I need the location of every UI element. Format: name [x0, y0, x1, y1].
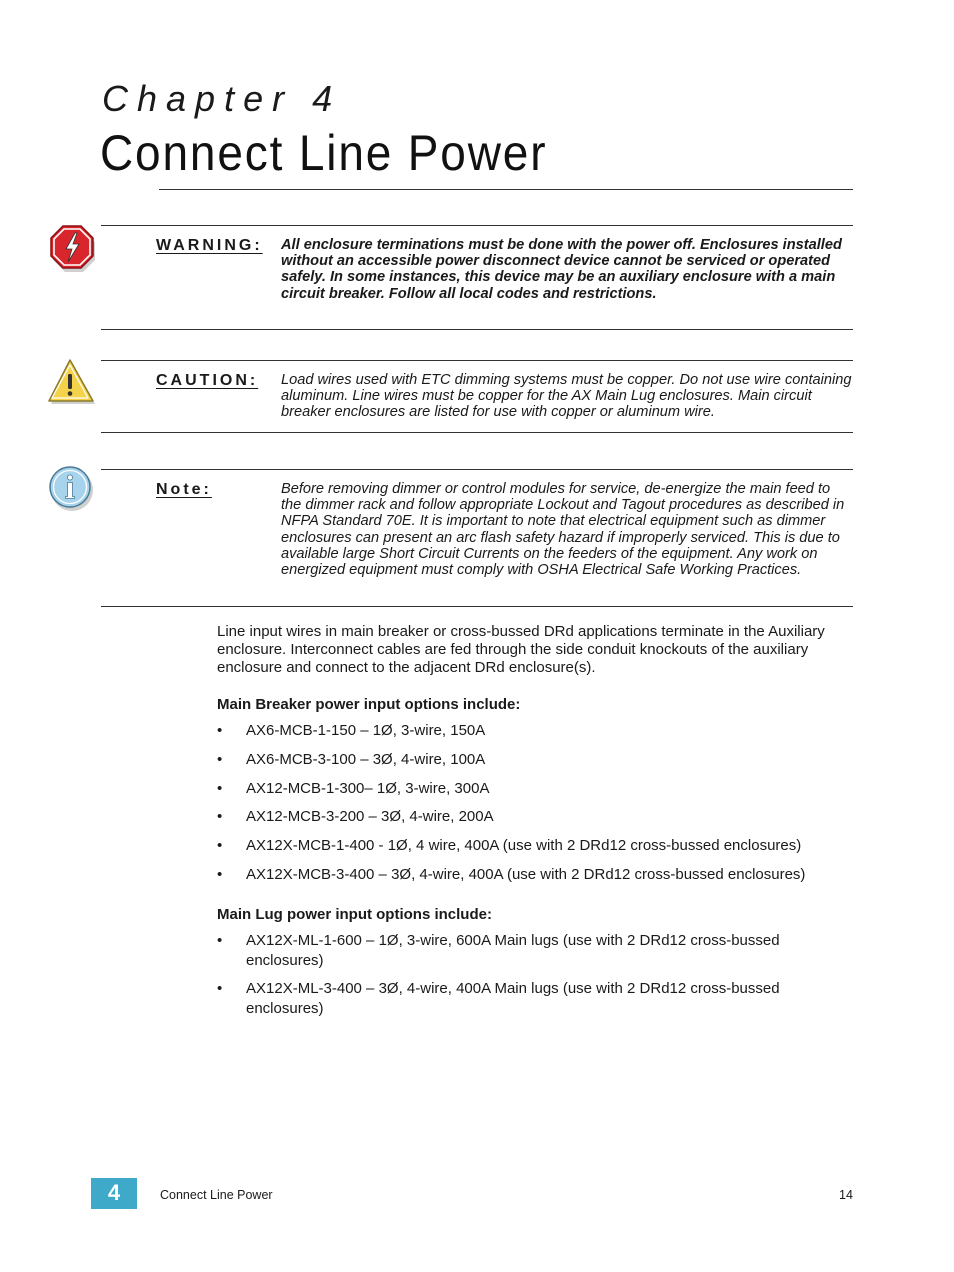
list-item: • AX12-MCB-1-300– 1Ø, 3-wire, 300A: [217, 779, 857, 799]
main-lug-heading: Main Lug power input options include:: [217, 906, 492, 923]
warning-label: WARNING:: [156, 237, 263, 254]
main-breaker-list: [217, 721, 857, 894]
caution-triangle-icon: [48, 357, 98, 412]
page-number: 14: [839, 1188, 853, 1202]
intro-paragraph: Line input wires in main breaker or cross-bussed DRd applications terminate in the Auxiliary enclosure. Interconnect cables are fed through the side conduit knockouts of the auxiliary enclosure and connect to the adjacent DRd enclosure(s).: [217, 623, 825, 676]
warning-notice: [101, 225, 853, 330]
list-item: • AX12X-MCB-3-400 – 3Ø, 4-wire, 400A (use with 2 DRd12 cross-bussed enclosures): [217, 865, 857, 885]
note-label: Note:: [156, 481, 212, 498]
note-text: Before removing dimmer or control modules for service, de-energize the main feed to the dimmer rack and follow appropriate Lockout and Tagout procedures as described in NFPA Standard 70E. It is important to note that electrical equipment such as dimmer enclosures can present an arc flash safety hazard if improperly serviced. This is due to available large Short Circuit Currents on the feeders of the equipment. Any work on energized equipment must comply with OSHA Electrical Safe Working Practices.: [281, 481, 845, 579]
list-item: • AX12X-MCB-1-400 - 1Ø, 4 wire, 400A (use with 2 DRd12 cross-bussed enclosures): [217, 836, 857, 856]
chapter-label: Chapter 4: [102, 78, 342, 119]
list-item: • AX6-MCB-1-150 – 1Ø, 3-wire, 150A: [217, 721, 857, 741]
list-item: • AX12X-ML-1-600 – 1Ø, 3-wire, 600A Main lugs (use with 2 DRd12 cross-bussed enclosures): [217, 931, 857, 971]
warning-text: All enclosure terminations must be done with the power off. Enclosures installed without an accessible power disconnect device cannot be serviced or operated safely. In some instances, this device may be an auxiliary enclosure with a main circuit breaker. Follow all local codes and restrictions.: [281, 237, 842, 302]
chapter-tab: 4: [91, 1178, 137, 1209]
caution-notice: [101, 360, 853, 433]
caution-text: Load wires used with ETC dimming systems must be copper. Do not use wire containing aluminum. Line wires must be copper for the AX Main Lug enclosures. Main circuit breaker enclosures are listed for use with copper or aluminum wire.: [281, 372, 852, 421]
main-lug-list: [217, 931, 857, 1027]
title-divider: [159, 189, 853, 190]
note-notice: [101, 469, 853, 607]
list-item: • AX6-MCB-3-100 – 3Ø, 4-wire, 100A: [217, 750, 857, 770]
list-item: • AX12X-ML-3-400 – 3Ø, 4-wire, 400A Main lugs (use with 2 DRd12 cross-bussed enclosures): [217, 979, 857, 1019]
footer-title: Connect Line Power: [160, 1188, 273, 1202]
page-title: Connect Line Power: [100, 125, 548, 181]
main-breaker-heading: Main Breaker power input options include:: [217, 696, 521, 713]
stop-lightning-icon: [48, 224, 96, 279]
caution-label: CAUTION:: [156, 372, 259, 389]
info-icon: [48, 465, 96, 518]
list-item: • AX12-MCB-3-200 – 3Ø, 4-wire, 200A: [217, 807, 857, 827]
